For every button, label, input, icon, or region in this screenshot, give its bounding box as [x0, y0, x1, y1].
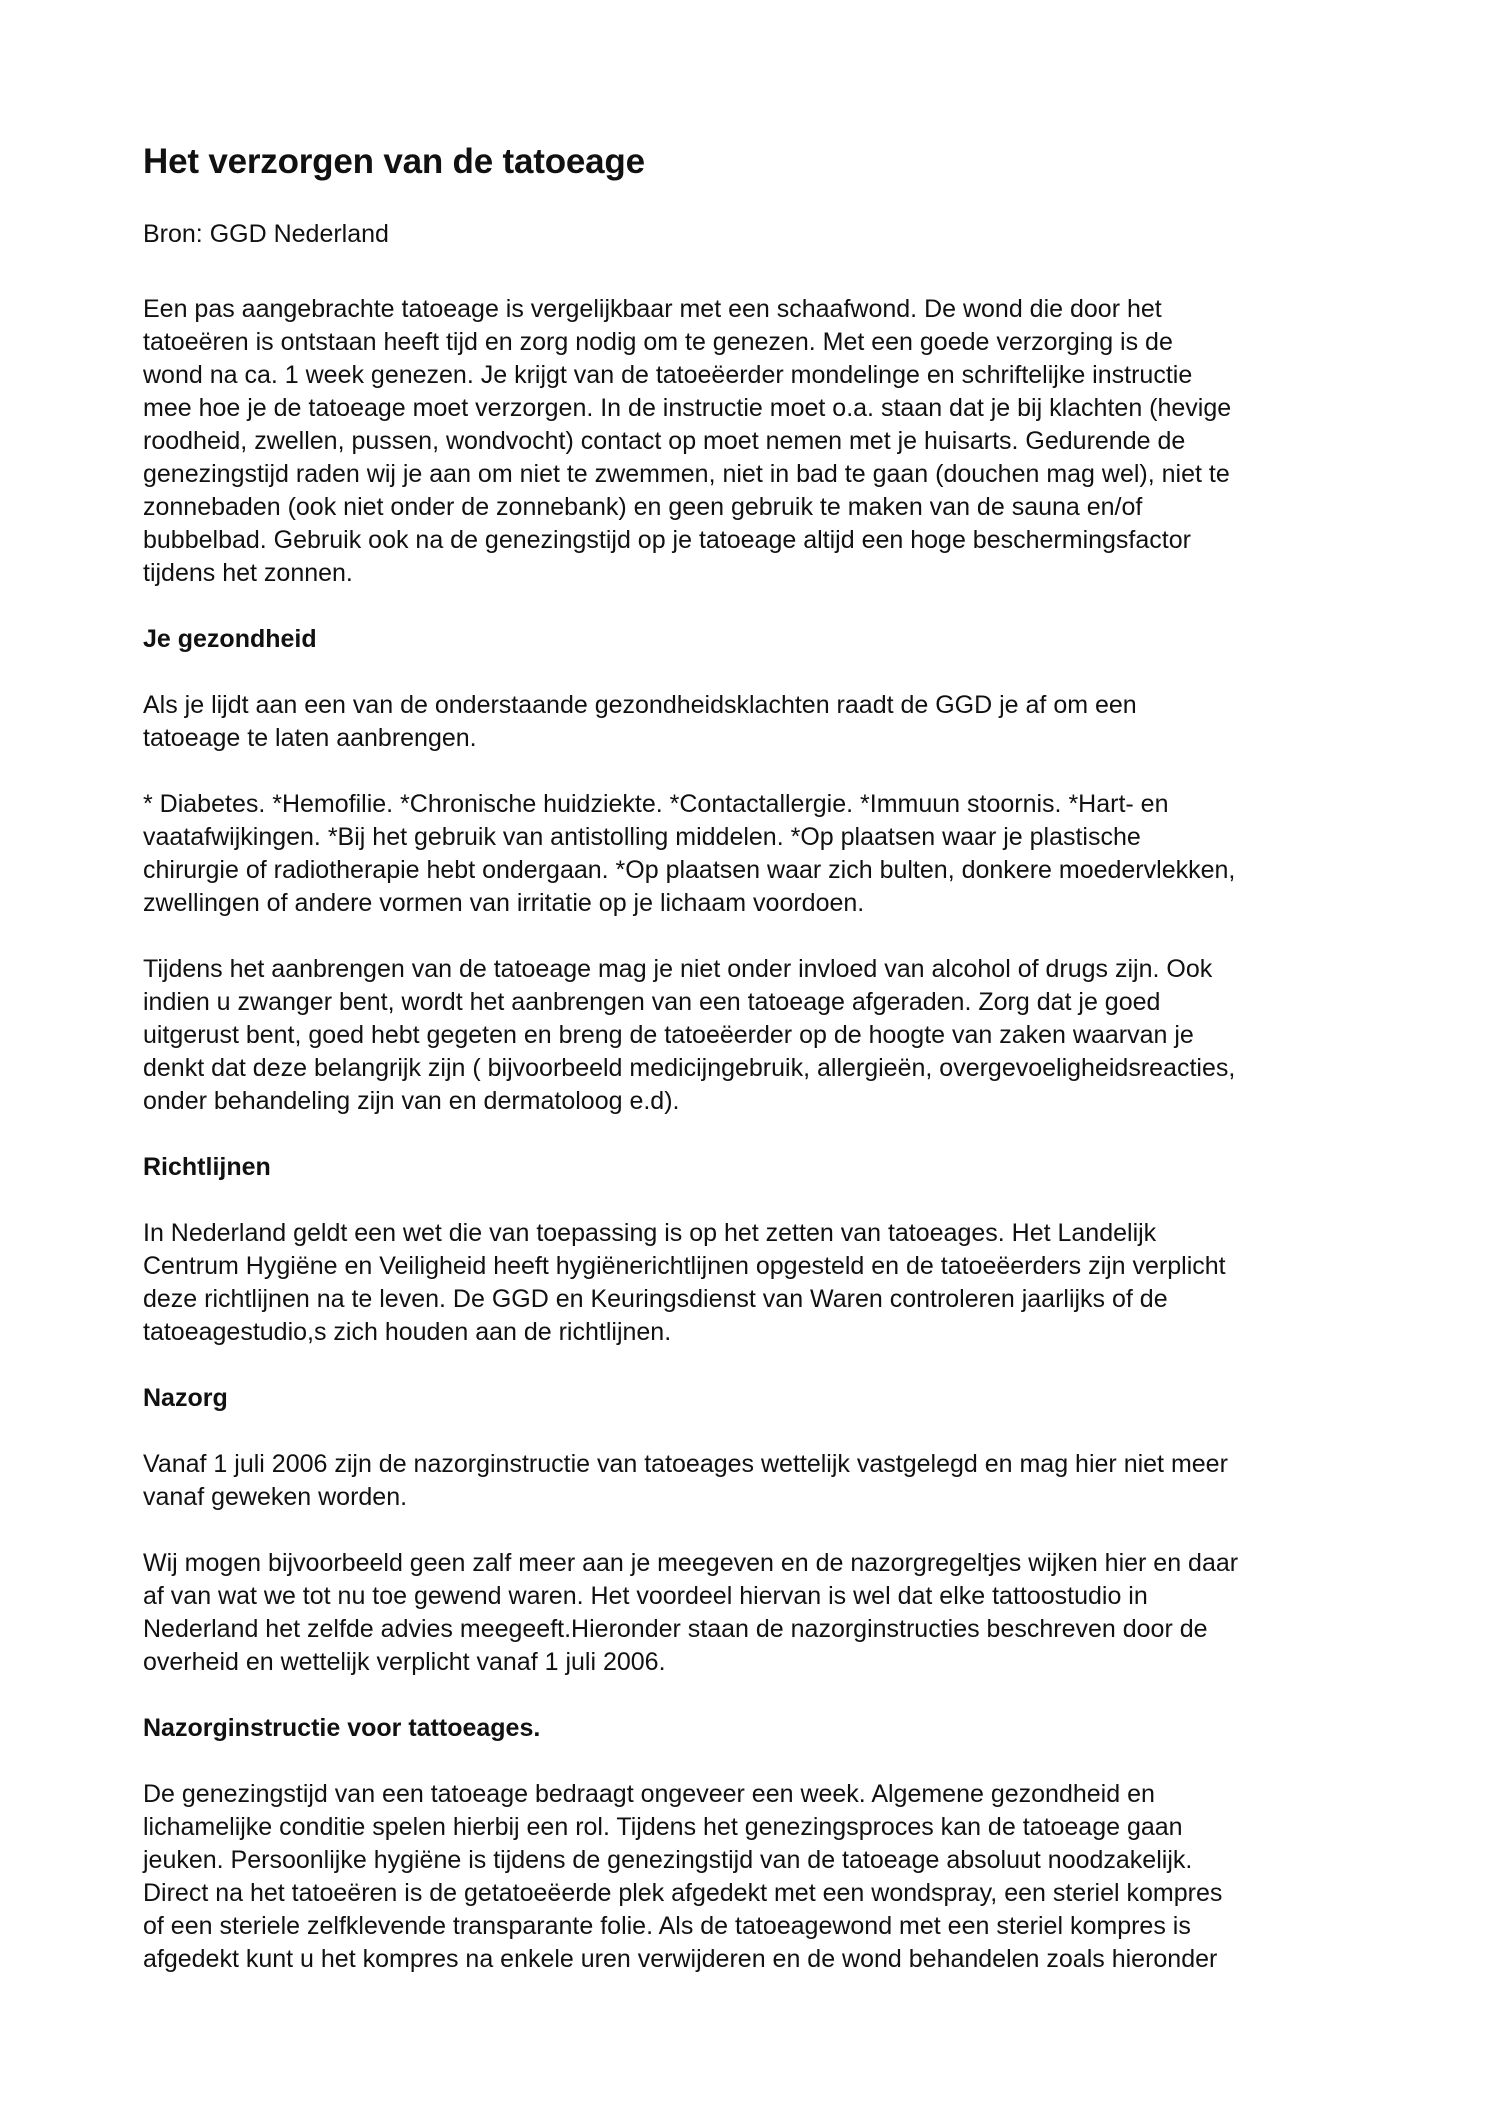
section-heading: Nazorg — [143, 1384, 228, 1412]
document-page — [143, 140, 1393, 2009]
section-nazorginstructie — [143, 1712, 1393, 1976]
text-line: Centrum Hygiëne en Veiligheid heeft hygiënerichtlijnen opgesteld en de tatoeëerders zijn verplicht — [143, 1252, 1226, 1280]
text-line: af van wat we tot nu toe gewend waren. Het voordeel hiervan is wel dat elke tattoostudio in — [143, 1582, 1148, 1610]
section-heading: Je gezondheid — [143, 625, 317, 653]
section-nazorg — [143, 1382, 1393, 1679]
text-line: vaatafwijkingen. *Bij het gebruik van antistolling middelen. *Op plaatsen waar je plastische — [143, 823, 1141, 851]
text-line: tijdens het zonnen. — [143, 559, 353, 587]
text-line: De genezingstijd van een tatoeage bedraagt ongeveer een week. Algemene gezondheid en — [143, 1780, 1155, 1808]
text-line: indien u zwanger bent, wordt het aanbrengen van een tatoeage afgeraden. Zorg dat je goed — [143, 988, 1161, 1016]
paragraph — [143, 1547, 1393, 1679]
text-line: roodheid, zwellen, pussen, wondvocht) contact op moet nemen met je huisarts. Gedurende de — [143, 427, 1186, 455]
text-line: Wij mogen bijvoorbeeld geen zalf meer aan je meegeven en de nazorgregeltjes wijken hier en daar — [143, 1549, 1239, 1577]
text-line: genezingstijd raden wij je aan om niet te zwemmen, niet in bad te gaan (douchen mag wel), niet te — [143, 460, 1230, 488]
text-line: wond na ca. 1 week genezen. Je krijgt van de tatoeëerder mondelinge en schriftelijke instructie — [143, 361, 1193, 389]
text-line: deze richtlijnen na te leven. De GGD en Keuringsdienst van Waren controleren jaarlijks of de — [143, 1285, 1168, 1313]
text-line: overheid en wettelijk verplicht vanaf 1 juli 2006. — [143, 1648, 666, 1676]
intro-paragraph — [143, 293, 1393, 590]
text-line: chirurgie of radiotherapie hebt ondergaan. *Op plaatsen waar zich bulten, donkere moedervlekken, — [143, 856, 1236, 884]
text-line: zwellingen of andere vormen van irritatie op je lichaam voordoen. — [143, 889, 865, 917]
text-line: afgedekt kunt u het kompres na enkele uren verwijderen en de wond behandelen zoals hieronder — [143, 1945, 1218, 1973]
paragraph — [143, 953, 1393, 1118]
paragraph — [143, 1448, 1393, 1514]
text-line: Vanaf 1 juli 2006 zijn de nazorginstructie van tatoeages wettelijk vastgelegd en mag hier niet meer — [143, 1450, 1228, 1478]
paragraph — [143, 1778, 1393, 1976]
document-source: Bron: GGD Nederland — [143, 220, 389, 248]
text-line: onder behandeling zijn van en dermatoloog e.d). — [143, 1087, 680, 1115]
text-line: Tijdens het aanbrengen van de tatoeage mag je niet onder invloed van alcohol of drugs zijn. Ook — [143, 955, 1213, 983]
text-line: * Diabetes. *Hemofilie. *Chronische huidziekte. *Contactallergie. *Immuun stoornis. *Hart- en — [143, 790, 1169, 818]
text-line: jeuken. Persoonlijke hygiëne is tijdens de genezingstijd van de tatoeage absoluut noodzakelijk. — [143, 1846, 1193, 1874]
document-title: Het verzorgen van de tatoeage — [143, 142, 645, 181]
section-heading: Richtlijnen — [143, 1153, 271, 1181]
health-conditions-list — [143, 788, 1393, 920]
text-line: tatoeagestudio,s zich houden aan de richtlijnen. — [143, 1318, 672, 1346]
text-line: zonnebaden (ook niet onder de zonnebank) en geen gebruik te maken van de sauna en/of — [143, 493, 1143, 521]
text-line: mee hoe je de tatoeage moet verzorgen. In de instructie moet o.a. staan dat je bij klachten (hevige — [143, 394, 1232, 422]
text-line: tatoeëren is ontstaan heeft tijd en zorg nodig om te genezen. Met een goede verzorging is de — [143, 328, 1173, 356]
paragraph — [143, 689, 1393, 755]
text-line: of een steriele zelfklevende transparante folie. Als de tatoeagewond met een steriel kompres is — [143, 1912, 1191, 1940]
text-line: bubbelbad. Gebruik ook na de genezingstijd op je tatoeage altijd een hoge beschermingsfactor — [143, 526, 1191, 554]
text-line: In Nederland geldt een wet die van toepassing is op het zetten van tatoeages. Het Landelijk — [143, 1219, 1157, 1247]
section-heading: Nazorginstructie voor tattoeages. — [143, 1714, 541, 1742]
text-line: denkt dat deze belangrijk zijn ( bijvoorbeeld medicijngebruik, allergieën, overgevoeligheidsreacties, — [143, 1054, 1236, 1082]
text-line: Een pas aangebrachte tatoeage is vergelijkbaar met een schaafwond. De wond die door het — [143, 295, 1162, 323]
text-line: uitgerust bent, goed hebt gegeten en breng de tatoeëerder op de hoogte van zaken waarvan je — [143, 1021, 1194, 1049]
text-line: Als je lijdt aan een van de onderstaande gezondheidsklachten raadt de GGD je af om een — [143, 691, 1137, 719]
section-je-gezondheid — [143, 623, 1393, 1118]
text-line: vanaf geweken worden. — [143, 1483, 408, 1511]
text-line: Nederland het zelfde advies meegeeft.Hieronder staan de nazorginstructies beschreven door de — [143, 1615, 1208, 1643]
text-line: lichamelijke conditie spelen hierbij een rol. Tijdens het genezingsproces kan de tatoeage gaan — [143, 1813, 1183, 1841]
text-line: Direct na het tatoeëren is de getatoeëerde plek afgedekt met een wondspray, een steriel kompres — [143, 1879, 1223, 1907]
section-richtlijnen — [143, 1151, 1393, 1349]
text-line: tatoeage te laten aanbrengen. — [143, 724, 477, 752]
paragraph — [143, 1217, 1393, 1349]
